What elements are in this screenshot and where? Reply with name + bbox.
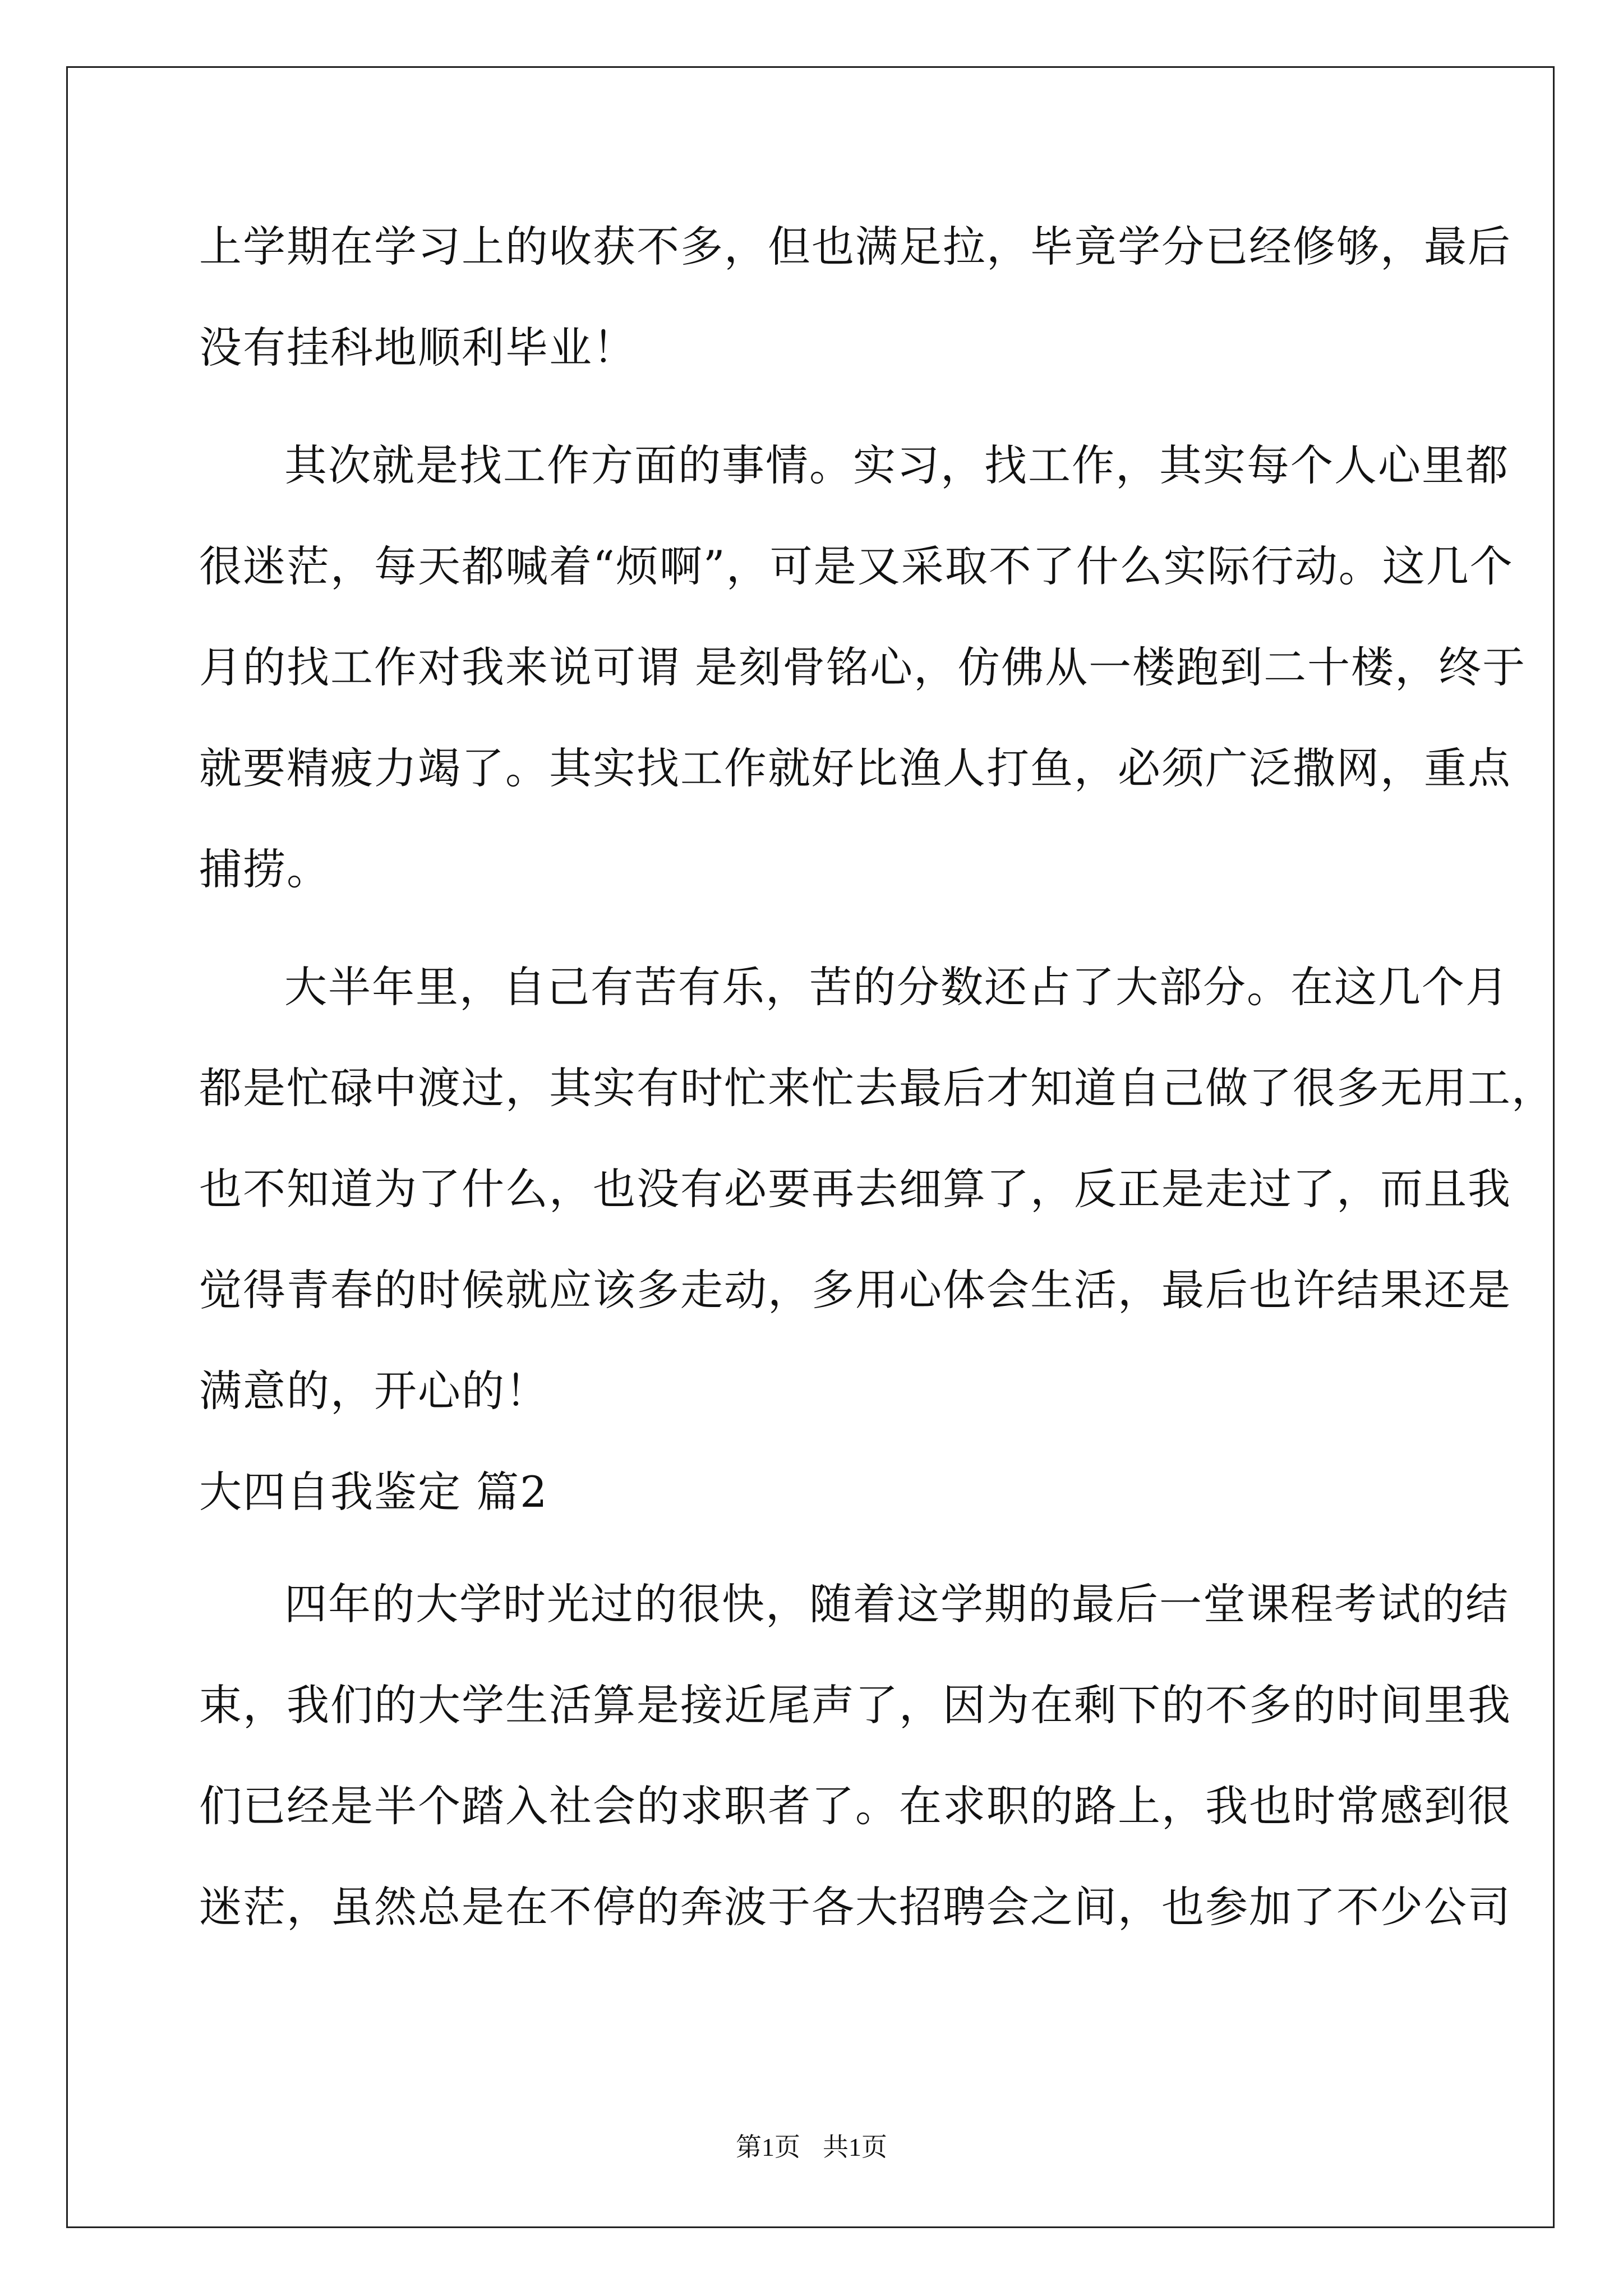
text-line: 上学期在学习上的收获不多，但也满足拉，毕竟学分已经修够，最后 — [199, 222, 1511, 272]
text-line: 大半年里，自己有苦有乐，苦的分数还占了大部分。在这几个月 — [284, 962, 1509, 1012]
text-line: 月的找工作对我来说可谓 是刻骨铭心，仿佛从一楼跑到二十楼，终于 — [199, 642, 1527, 692]
text-line: 都是忙碌中渡过，其实有时忙来忙去最后才知道自己做了很多无用工， — [199, 1063, 1555, 1113]
text-line: 捕捞。 — [199, 844, 330, 894]
text-line: 没有挂科地顺利毕业！ — [199, 323, 637, 372]
text-line: 满意的，开心的！ — [199, 1366, 549, 1416]
text-line: 觉得青春的时候就应该多走动，多用心体会生活，最后也许结果还是 — [199, 1265, 1511, 1315]
page-total: 共1页 — [823, 2133, 887, 2161]
text-line: 其次就是找工作方面的事情。实习，找工作，其实每个人心里都 — [284, 440, 1509, 490]
text-line: 迷茫，虽然总是在不停的奔波于各大招聘会之间，也参加了不少公司 — [199, 1882, 1511, 1932]
text-line: 束，我们的大学生活算是接近尾声了，因为在剩下的不多的时间里我 — [199, 1680, 1511, 1730]
text-line: 很迷茫，每天都喊着“烦啊”，可是又采取不了什么实际行动。这几个 — [199, 541, 1514, 591]
text-line: 四年的大学时光过的很快，随着这学期的最后一堂课程考试的结 — [284, 1579, 1509, 1629]
page-footer — [0, 2132, 1623, 2163]
text-line: 们已经是半个踏入社会的求职者了。在求职的路上，我也时常感到很 — [199, 1781, 1511, 1831]
text-line: 也不知道为了什么，也没有必要再去细算了，反正是走过了，而且我 — [199, 1164, 1511, 1214]
page-number: 第1页 — [736, 2133, 800, 2161]
text-line: 就要精疲力竭了。其实找工作就好比渔人打鱼，必须广泛撒网，重点 — [199, 743, 1511, 793]
section-heading: 大四自我鉴定 篇2 — [199, 1467, 548, 1517]
